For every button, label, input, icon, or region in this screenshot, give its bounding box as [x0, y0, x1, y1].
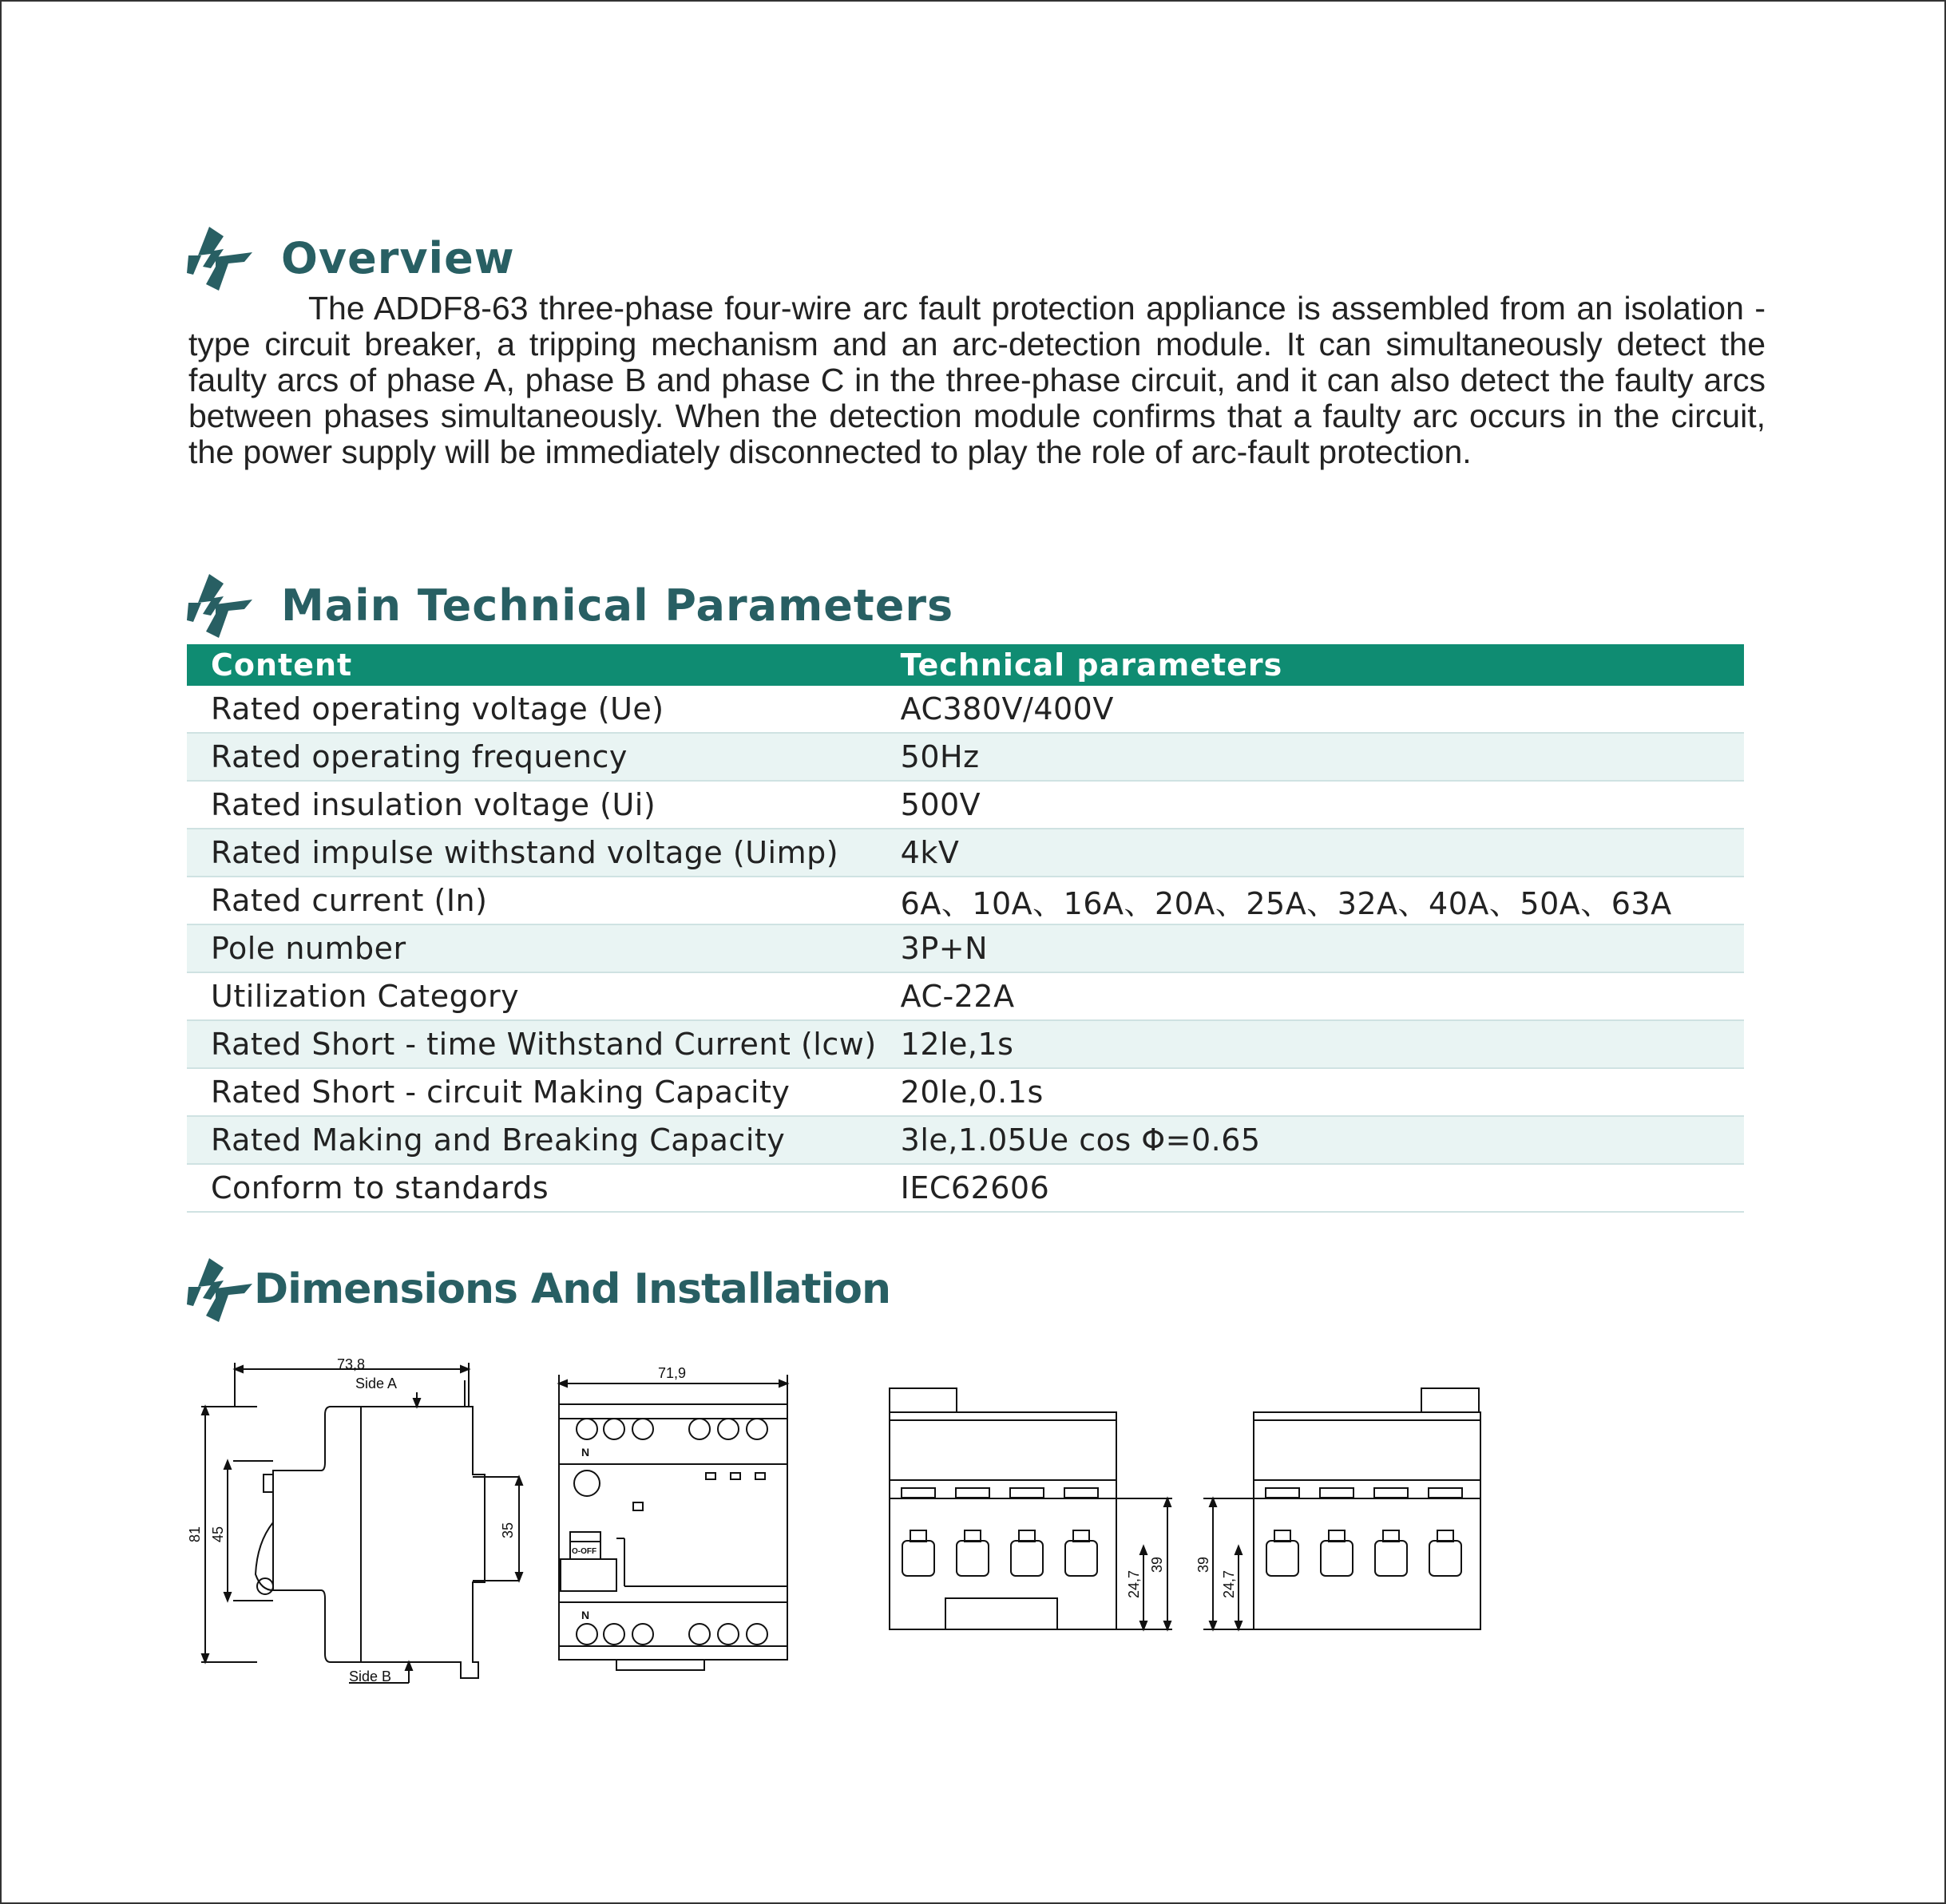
- row-content: Rated Short - time Withstand Current (lcw): [187, 1020, 877, 1068]
- side-inner-label: 45: [210, 1526, 226, 1542]
- overview-title: Overview: [281, 232, 515, 283]
- row-content: Rated Making and Breaking Capacity: [187, 1116, 877, 1164]
- bottom2-h2-label: 39: [1195, 1556, 1211, 1573]
- row-value: 6A、10A、16A、20A、25A、32A、40A、50A、63A: [877, 877, 1744, 924]
- side-height-label: 81: [187, 1526, 203, 1542]
- overview-text: The ADDF8-63 three-phase four-wire arc fault protection appliance is assembled from an isolation - type circuit breaker, a tripping mechanism and an arc-detection module. It can simultaneously detect the faulty arcs of phase A, phase B and phase C in the three-phase circuit, and it can also detect the faulty arcs between phases simultaneously. When the detection module confirms that a faulty arc occurs in the circuit, the power supply will be immediately disconnected to play the role of arc-fault protection.: [188, 290, 1766, 470]
- bottom1-h1-label: 24,7: [1126, 1570, 1142, 1598]
- side-b-label: Side B: [349, 1668, 392, 1684]
- side-view-drawing: [201, 1363, 522, 1683]
- row-value: 500V: [877, 781, 1744, 829]
- row-value: 3le,1.05Ue cos Φ=0.65: [877, 1116, 1744, 1164]
- front-view-drawing: [559, 1375, 787, 1670]
- side-width-label: 73,8: [337, 1356, 366, 1372]
- front-neutral-top: N: [581, 1446, 590, 1459]
- side-a-label: Side A: [355, 1376, 398, 1391]
- row-content: Conform to standards: [187, 1164, 877, 1212]
- front-width-label: 71,9: [658, 1365, 687, 1381]
- row-value: 12le,1s: [877, 1020, 1744, 1068]
- bottom2-h1-label: 24,7: [1221, 1570, 1237, 1598]
- front-switch-label: O-OFF: [572, 1547, 597, 1556]
- bottom1-h2-label: 39: [1149, 1556, 1165, 1573]
- row-content: Rated Short - circuit Making Capacity: [187, 1068, 877, 1116]
- row-content: Rated operating frequency: [187, 733, 877, 781]
- header-value: Technical parameters: [877, 644, 1744, 686]
- row-content: Rated current (In): [187, 877, 877, 924]
- bottom-view-drawing-2: [1203, 1388, 1480, 1629]
- row-content: Utilization Category: [187, 972, 877, 1020]
- row-value: AC-22A: [877, 972, 1744, 1020]
- row-value: AC380V/400V: [877, 686, 1744, 733]
- row-value: 20le,0.1s: [877, 1068, 1744, 1116]
- header-content: Content: [187, 644, 877, 686]
- row-value: 50Hz: [877, 733, 1744, 781]
- dimension-drawings: [2, 2, 1944, 1902]
- row-content: Rated operating voltage (Ue): [187, 686, 877, 733]
- row-content: Rated insulation voltage (Ui): [187, 781, 877, 829]
- row-content: Rated impulse withstand voltage (Uimp): [187, 829, 877, 877]
- side-rail-label: 35: [500, 1522, 516, 1538]
- row-value: 3P+N: [877, 924, 1744, 972]
- row-value: 4kV: [877, 829, 1744, 877]
- dimensions-title: Dimensions And Installation: [254, 1265, 891, 1313]
- front-neutral-bottom: N: [581, 1609, 590, 1621]
- row-value: IEC62606: [877, 1164, 1744, 1212]
- row-content: Pole number: [187, 924, 877, 972]
- parameters-title: Main Technical Parameters: [281, 580, 954, 631]
